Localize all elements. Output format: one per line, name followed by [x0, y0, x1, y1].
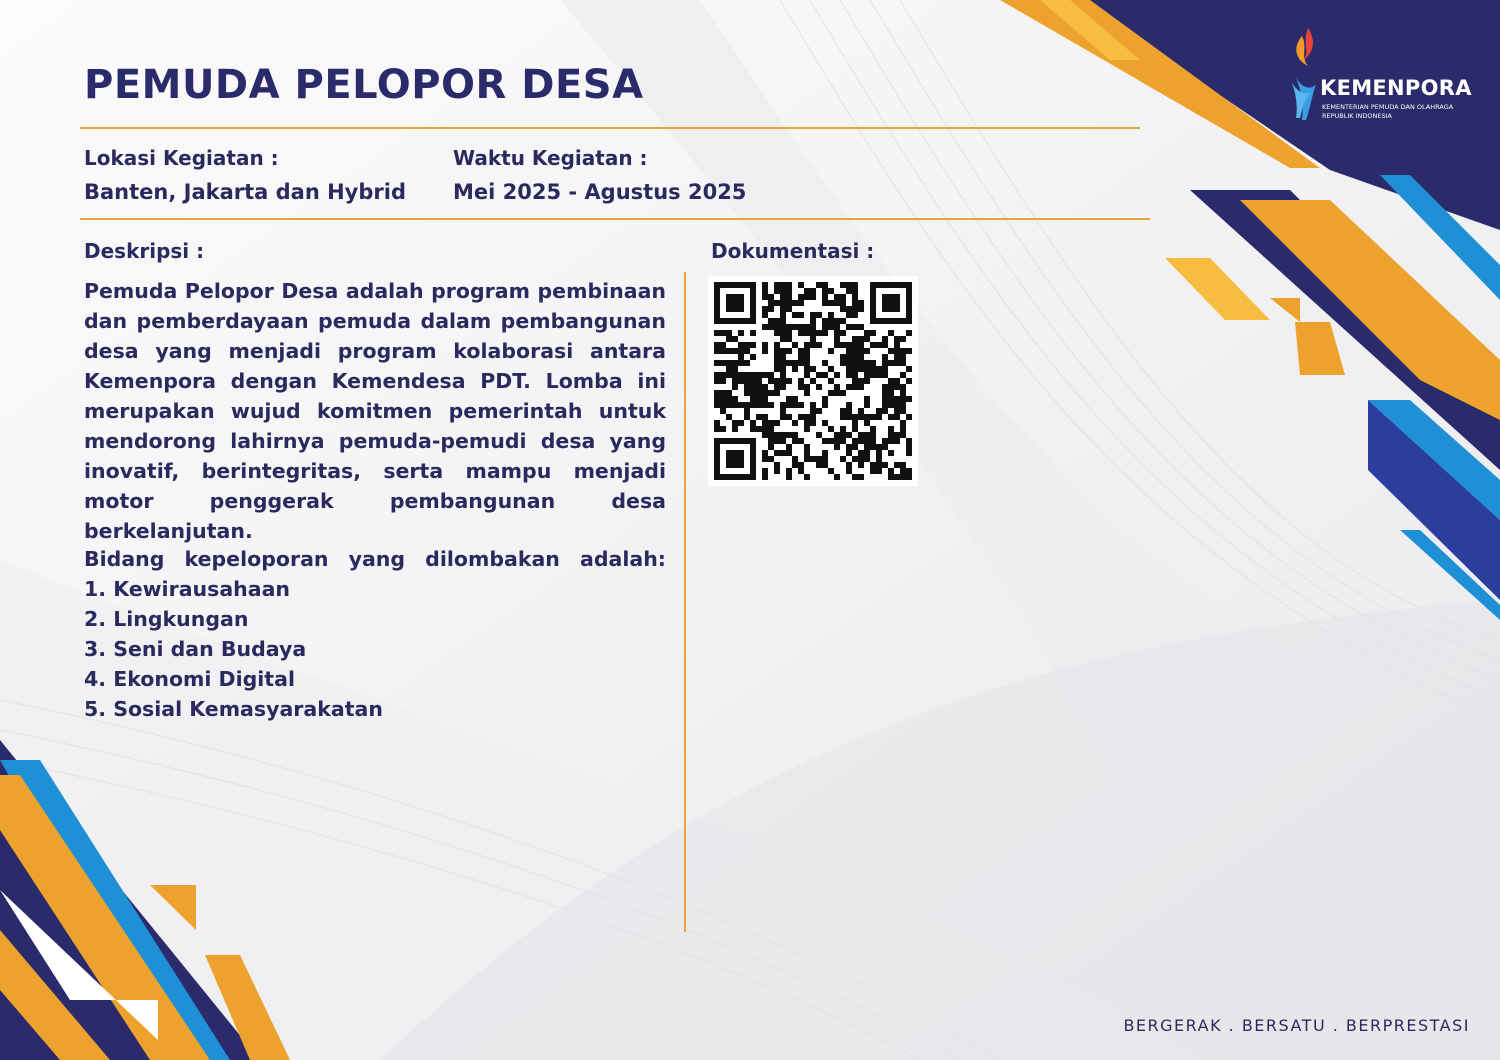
list-item: 5. Sosial Kemasyarakatan — [84, 697, 383, 721]
documentation-label: Dokumentasi : — [711, 239, 875, 263]
info-divider — [80, 218, 1150, 220]
competition-fields — [84, 544, 666, 724]
brand-subtitle: KEMENTERIAN PEMUDA DAN OLAHRAGA REPUBLIK INDONESIA — [1322, 103, 1454, 120]
list-item: 4. Ekonomi Digital — [84, 667, 295, 691]
time-label: Waktu Kegiatan : — [453, 146, 648, 170]
list-item: 2. Lingkungan — [84, 607, 249, 631]
footer-tagline: BERGERAK . BERSATU . BERPRESTASI — [1123, 1016, 1470, 1035]
brand-name: KEMENPORA — [1320, 76, 1472, 100]
fields-intro: Bidang kepeloporan yang dilombakan adalah: — [84, 547, 666, 571]
description-label: Deskripsi : — [84, 239, 205, 263]
list-item: 3. Seni dan Budaya — [84, 637, 307, 661]
location-value: Banten, Jakarta dan Hybrid — [84, 180, 406, 204]
header-divider — [80, 127, 1140, 129]
description-body — [84, 276, 666, 546]
kemenpora-logo — [1286, 26, 1486, 126]
time-value: Mei 2025 - Agustus 2025 — [453, 180, 747, 204]
torch-flame-icon — [1286, 26, 1326, 122]
description-text: Pemuda Pelopor Desa adalah program pembinaan dan pemberdayaan pemuda dalam pembangunan desa yang menjadi program kolaborasi antara Kemenpora dengan Kemendesa PDT. Lomba ini merupakan wujud komitmen pemerintah untuk mendorong lahirnya pemuda-pemudi desa yang inovatif, berintegritas, serta mampu menjadi motor penggerak pembangunan desa berkelanjutan. — [84, 279, 666, 543]
location-label: Lokasi Kegiatan : — [84, 146, 279, 170]
column-divider — [684, 272, 686, 932]
page-title: PEMUDA PELOPOR DESA — [84, 62, 644, 108]
fields-list — [84, 574, 666, 724]
qr-code-icon[interactable] — [708, 276, 918, 486]
list-item: 1. Kewirausahaan — [84, 577, 291, 601]
